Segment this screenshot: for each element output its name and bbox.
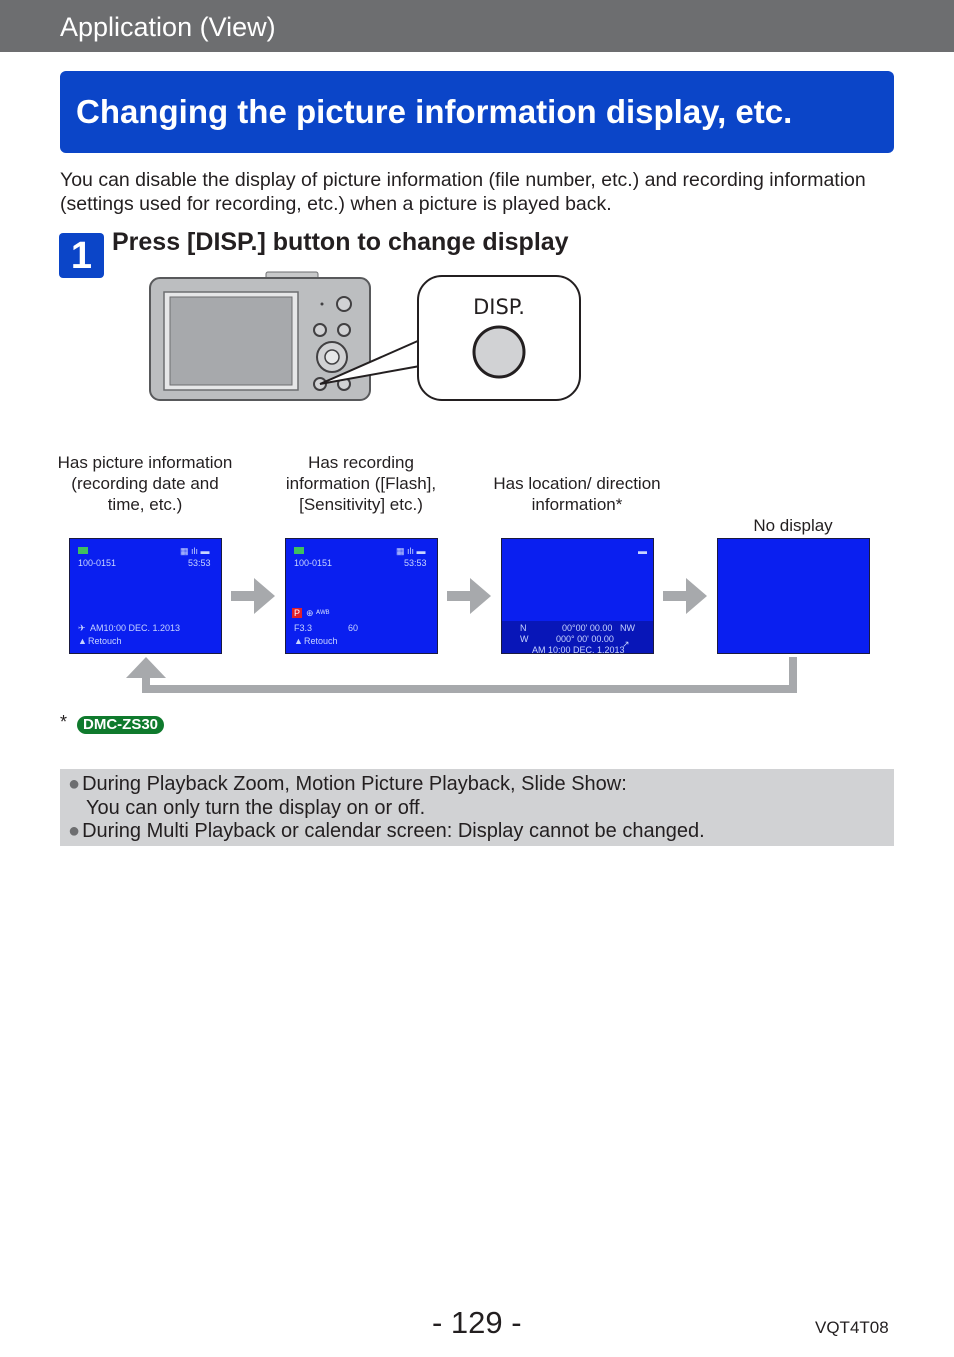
picture-count: 53:53 xyxy=(404,558,427,568)
arrow-right-icon xyxy=(663,578,707,614)
intro-text: You can disable the display of picture information (file number, etc.) and recording information (settings used for recording, etc.) when a picture is played back. xyxy=(60,169,866,215)
longitude-value: 000° 00' 00.00 xyxy=(556,634,614,644)
battery-icon: ▬ xyxy=(638,546,647,556)
latitude-hemisphere: N xyxy=(520,623,527,633)
note-item: ● During Playback Zoom, Motion Picture Playback, Slide Show: xyxy=(68,773,627,795)
step-title: Press [DISP.] button to change display xyxy=(112,228,569,256)
flash-icon: ⊕ ᴬᵂᴮ xyxy=(306,608,330,618)
notes-box xyxy=(60,769,894,846)
model-badge: DMC-ZS30 xyxy=(77,716,164,734)
retouch-label: Retouch xyxy=(304,636,338,646)
caption-picture-info: Has picture information (recording date and time, etc.) xyxy=(57,453,233,514)
note-item: You can only turn the display on or off. xyxy=(86,797,426,819)
arrow-right-icon xyxy=(447,578,491,614)
document-code: VQT4T08 xyxy=(815,1318,889,1337)
arrow-right-icon xyxy=(231,578,275,614)
record-date: AM 10:00 DEC. 1.2013 xyxy=(532,645,625,654)
record-mode: P xyxy=(294,608,301,618)
footnote-mark: * xyxy=(60,712,68,732)
caption-recording-info: Has recording information ([Flash], [Sensitivity] etc.) xyxy=(285,453,437,514)
section-title: Application (View) xyxy=(60,12,276,42)
caption-no-display: No display xyxy=(753,516,833,535)
caption-location-info: Has location/ direction information* xyxy=(493,474,661,514)
status-icons: ▦ ılı ▬ xyxy=(180,546,210,556)
file-number: 100-0151 xyxy=(78,558,117,568)
longitude-hemisphere: W xyxy=(520,634,529,644)
file-number: 100-0151 xyxy=(294,558,333,568)
picture-count: 53:53 xyxy=(188,558,211,568)
bullet-icon: ● xyxy=(68,773,81,795)
shutter-value: 60 xyxy=(348,623,359,633)
aperture-value: F3.3 xyxy=(294,623,313,633)
airplane-icon: ✈ xyxy=(78,623,86,633)
retouch-icon: ▲ xyxy=(294,636,303,646)
compass-icon: ↗ xyxy=(622,639,630,649)
loop-back-arrow-icon xyxy=(126,657,797,693)
note-item: ● During Multi Playback or calendar screen: Display cannot be changed. xyxy=(68,820,705,842)
step-number-badge: 1 xyxy=(59,233,104,278)
direction-value: NW xyxy=(620,623,635,633)
latitude-value: 00°00' 00.00 xyxy=(562,623,613,633)
retouch-icon: ▲ xyxy=(78,636,87,646)
page-title: Changing the picture information display, etc. xyxy=(76,93,793,130)
page-number: - 129 - xyxy=(432,1305,522,1340)
record-date: AM10:00 DEC. 1.2013 xyxy=(90,623,181,633)
disp-label: DISP. xyxy=(473,295,525,319)
retouch-label: Retouch xyxy=(88,636,122,646)
status-icons: ▦ ılı ▬ xyxy=(396,546,426,556)
bullet-icon: ● xyxy=(68,820,81,842)
